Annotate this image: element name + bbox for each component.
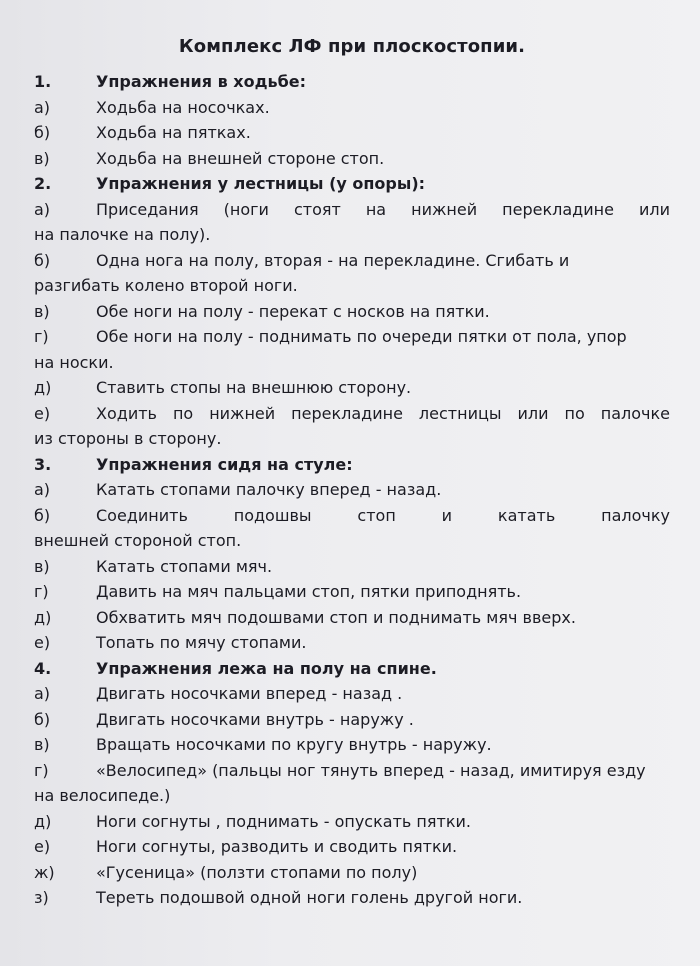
item-marker: 3. [34, 454, 52, 474]
item-marker: г) [34, 760, 49, 780]
item-text: Обе ноги на полу - поднимать по очереди пятки от пола, упор [96, 327, 627, 346]
item-text: Ставить стопы на внешнюю сторону. [96, 378, 412, 397]
item-text: Ходить по нижней перекладине лестницы или по палочке [96, 403, 670, 423]
exercise-item [34, 324, 670, 350]
exercise-item [34, 554, 670, 580]
document-title: Комплекс ЛФ при плоскостопии. [178, 36, 526, 57]
item-marker: 4. [34, 658, 52, 678]
exercise-item [34, 477, 670, 503]
exercise-item [34, 401, 670, 427]
continuation-line: на носки. [34, 352, 114, 372]
exercise-item [34, 732, 670, 758]
section-title: Упражнения сидя на стуле: [96, 454, 353, 474]
item-text: Ходьба на внешней стороне стоп. [96, 148, 385, 168]
exercise-item [34, 95, 670, 121]
continuation-line: на палочке на полу). [34, 225, 211, 244]
exercise-item [34, 809, 670, 835]
item-marker: е) [34, 403, 51, 423]
item-marker: е) [34, 633, 51, 652]
item-text: Двигать носочками внутрь - наружу . [96, 709, 414, 729]
item-marker: б) [34, 709, 51, 729]
item-text: Двигать носочками вперед - назад . [96, 684, 403, 703]
section-title: Упражнения в ходьбе: [96, 72, 307, 91]
exercise-item [34, 375, 670, 401]
exercise-item [34, 197, 670, 223]
item-marker: в) [34, 556, 50, 576]
exercise-item [34, 885, 670, 911]
item-marker: г) [34, 582, 49, 601]
item-marker: а) [34, 684, 51, 703]
exercise-item [34, 707, 670, 733]
section-title: Упражнения лежа на полу на спине. [96, 658, 437, 678]
exercise-item [34, 248, 670, 274]
continuation-line: разгибать колено второй ноги. [34, 276, 298, 295]
item-text: Приседания (ноги стоят на нижней перекладине или [96, 199, 670, 219]
item-text: Ходьба на пятках. [96, 123, 251, 142]
item-text: Ноги согнуты, разводить и сводить пятки. [96, 837, 458, 856]
section-heading [34, 69, 670, 95]
exercise-item [34, 299, 670, 325]
item-marker: б) [34, 505, 51, 525]
section-title: Упражнения у лестницы (у опоры): [96, 174, 426, 193]
exercise-item [34, 579, 670, 605]
item-marker: 2. [34, 174, 52, 193]
item-marker: з) [34, 888, 49, 907]
item-text: Тереть подошвой одной ноги голень другой ноги. [96, 888, 523, 907]
item-marker: в) [34, 735, 50, 754]
item-text: Одна нога на полу, вторая - на перекладине. Сгибать и [96, 250, 570, 270]
item-marker: ж) [34, 862, 55, 882]
exercise-item [34, 758, 670, 784]
item-marker: д) [34, 378, 52, 397]
exercise-item [34, 681, 670, 707]
item-marker: в) [34, 301, 50, 321]
item-marker: д) [34, 811, 52, 831]
item-text: Катать стопами мяч. [96, 556, 273, 576]
item-text: Ноги согнуты , поднимать - опускать пятки. [96, 811, 471, 831]
item-marker: а) [34, 199, 51, 219]
item-marker: г) [34, 327, 49, 346]
exercise-item [34, 146, 670, 172]
item-marker: д) [34, 607, 52, 627]
exercise-item [34, 120, 670, 146]
item-text: «Гусеница» (ползти стопами по полу) [96, 862, 418, 882]
section-heading [34, 656, 670, 682]
exercise-item [34, 605, 670, 631]
exercise-item [34, 503, 670, 529]
exercise-item [34, 630, 670, 656]
item-text: Топать по мячу стопами. [96, 633, 307, 652]
section-heading [34, 171, 670, 197]
exercise-list [34, 69, 670, 911]
item-text: Катать стопами палочку вперед - назад. [96, 480, 442, 499]
exercise-item [34, 860, 670, 886]
item-marker: 1. [34, 72, 52, 91]
item-text: Обе ноги на полу - перекат с носков на пятки. [96, 301, 490, 321]
item-marker: а) [34, 480, 51, 499]
continuation-line: внешней стороной стоп. [34, 531, 242, 550]
continuation-line: из стороны в сторону. [34, 429, 222, 448]
item-text: Соединить подошвы стоп и катать палочку [96, 505, 670, 525]
item-marker: а) [34, 97, 51, 117]
item-text: Ходьба на носочках. [96, 97, 270, 117]
item-marker: в) [34, 148, 50, 168]
item-text: Давить на мяч пальцами стоп, пятки приподнять. [96, 582, 522, 601]
exercise-item [34, 834, 670, 860]
section-heading [34, 452, 670, 478]
item-marker: е) [34, 837, 51, 856]
continuation-line: на велосипеде.) [34, 786, 171, 805]
item-marker: б) [34, 123, 51, 142]
item-text: Вращать носочками по кругу внутрь - наружу. [96, 735, 492, 754]
item-marker: б) [34, 250, 51, 270]
item-text: Обхватить мяч подошвами стоп и поднимать мяч вверх. [96, 607, 576, 627]
item-text: «Велосипед» (пальцы ног тянуть вперед - назад, имитируя езду [96, 760, 646, 780]
